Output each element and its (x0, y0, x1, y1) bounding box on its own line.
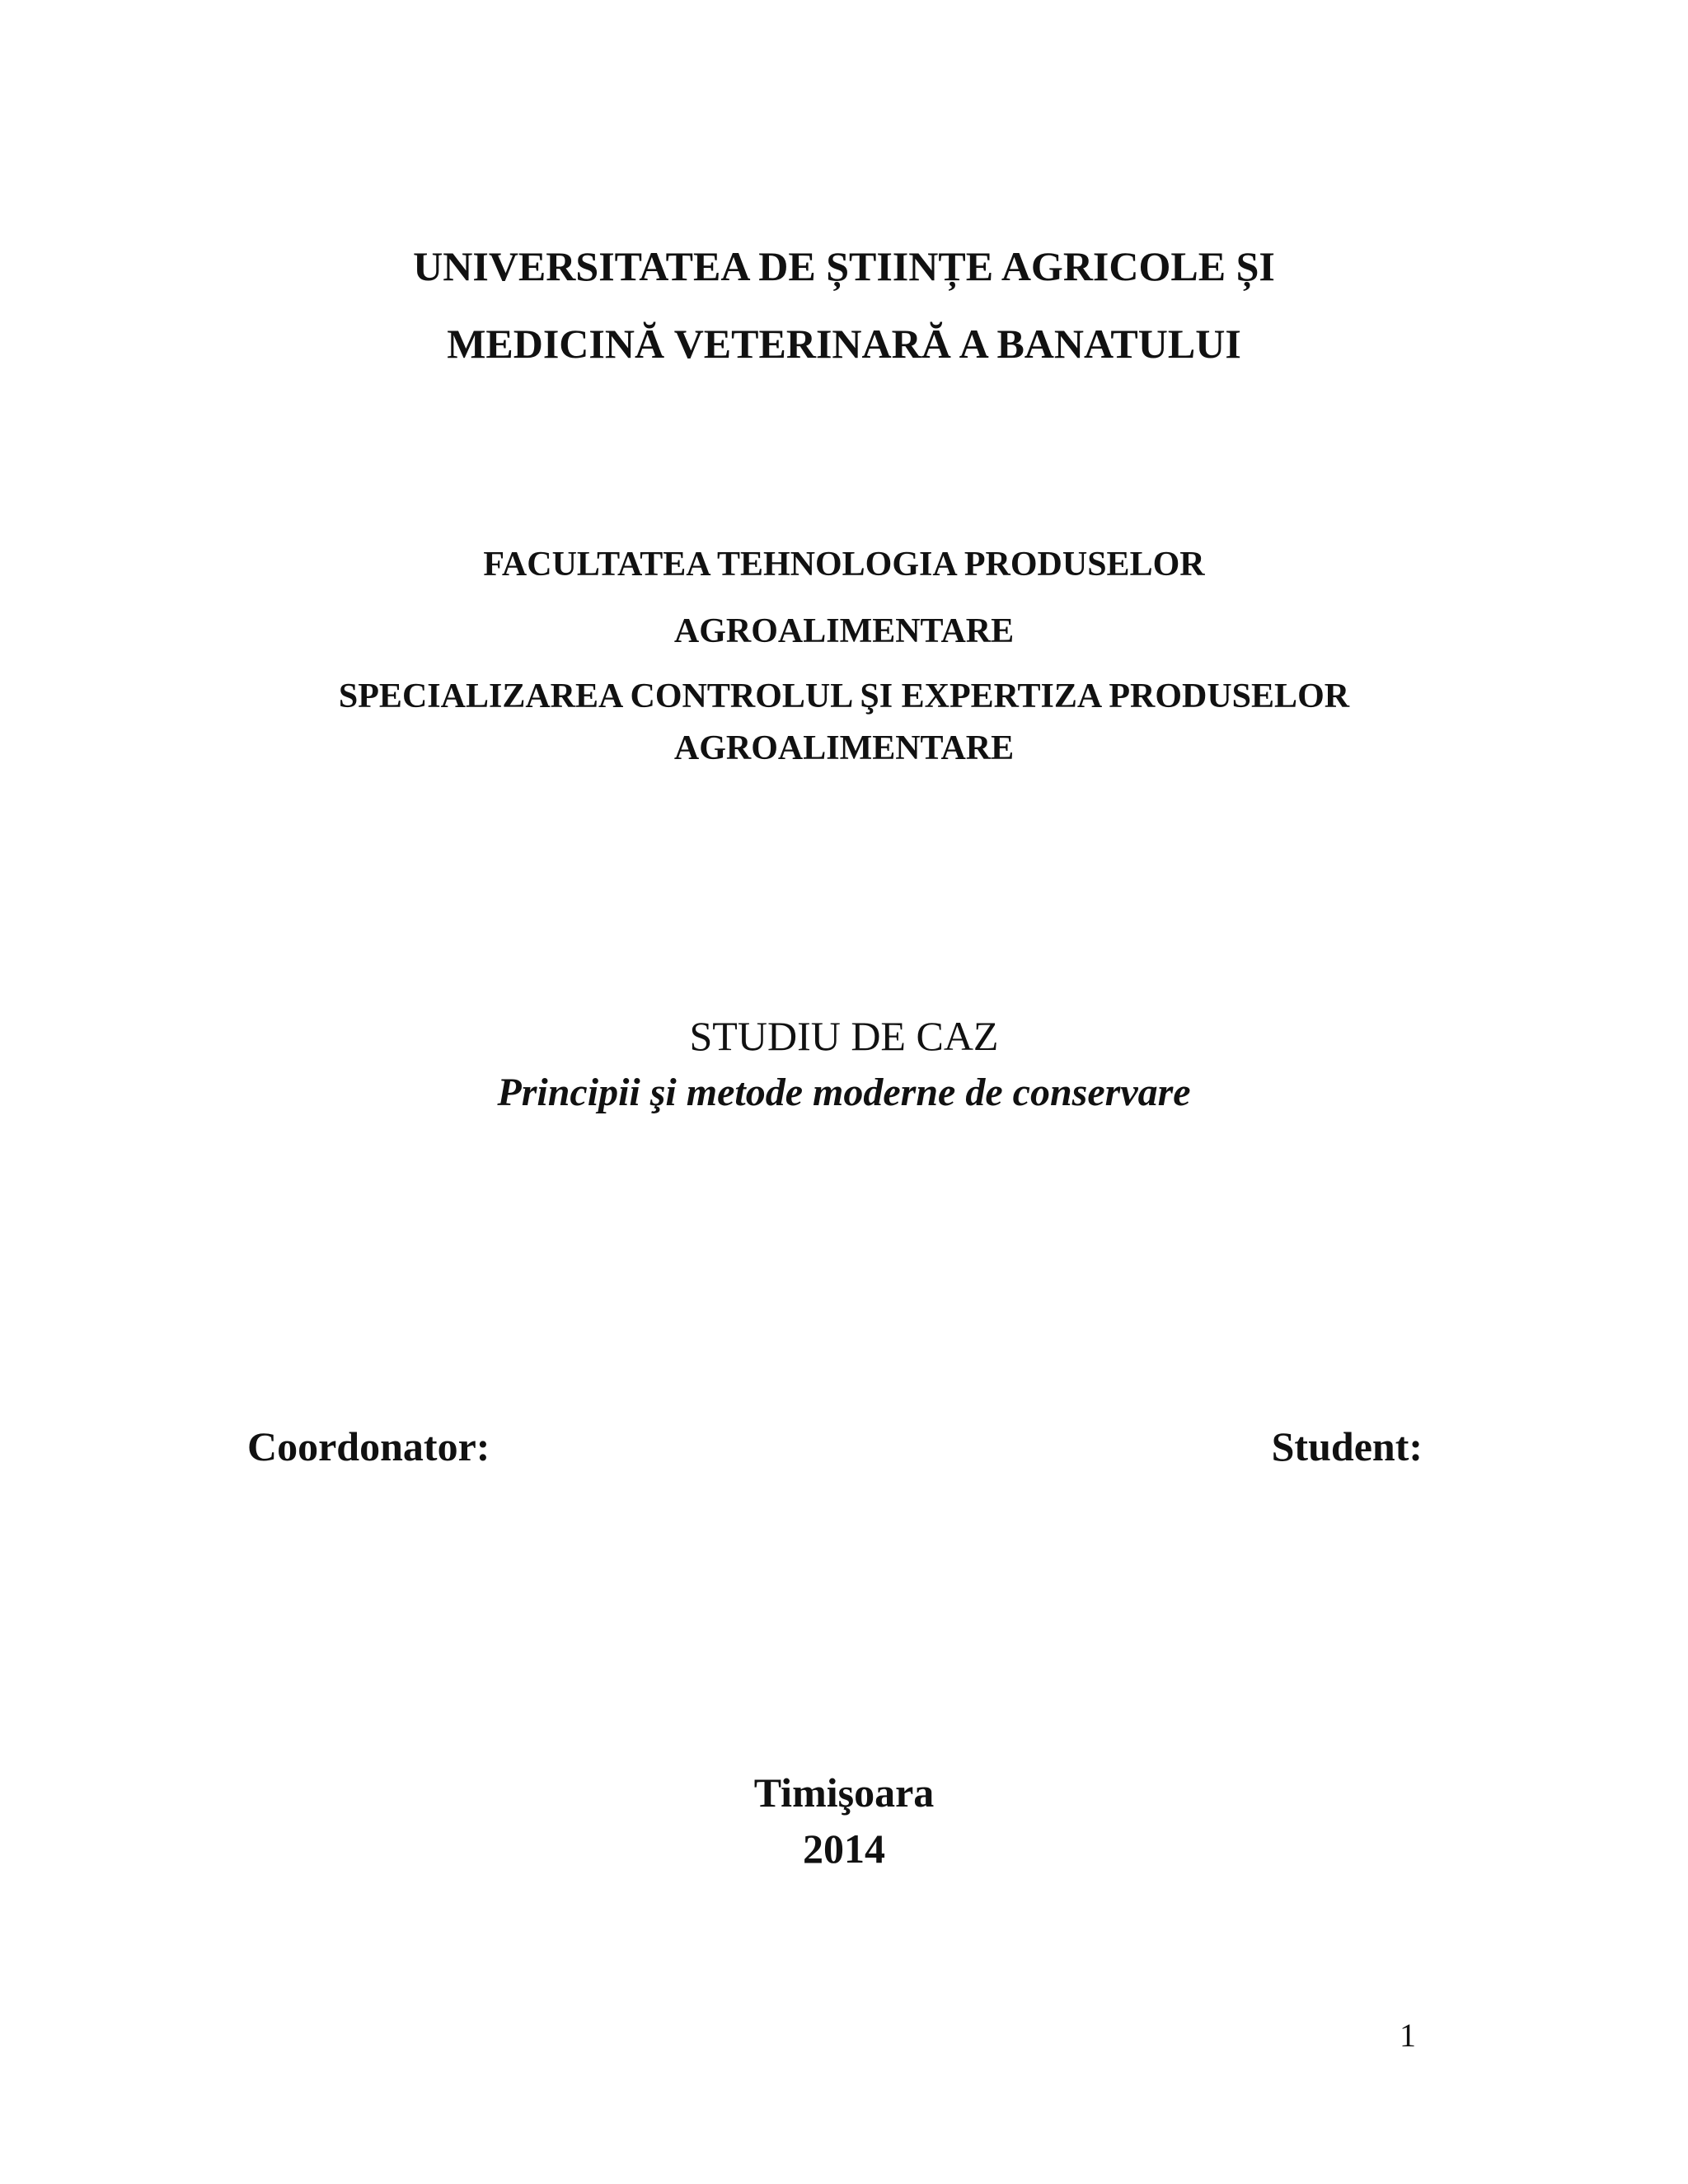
year: 2014 (803, 1825, 885, 1872)
document-title: STUDIU DE CAZ (689, 1013, 999, 1059)
faculty-name-line-1: FACULTATEA TEHNOLOGIA PRODUSELOR (483, 546, 1205, 583)
student-label: Student: (1271, 1423, 1423, 1469)
page-number: 1 (1400, 2017, 1416, 2054)
university-name-line-1: UNIVERSITATEA DE ȘTIINȚE AGRICOLE ȘI (413, 243, 1275, 289)
university-name-line-2: MEDICINĂ VETERINARĂ A BANATULUI (447, 321, 1241, 367)
coordinator-label: Coordonator: (247, 1423, 490, 1469)
document-subtitle: Principii şi metode moderne de conservare (497, 1071, 1191, 1114)
specialization-line-1: SPECIALIZAREA CONTROLUL ŞI EXPERTIZA PRODUSELOR (338, 677, 1350, 715)
faculty-name-line-2: AGROALIMENTARE (673, 612, 1015, 650)
city: Timişoara (753, 1769, 935, 1816)
specialization-line-2: AGROALIMENTARE (673, 729, 1015, 767)
